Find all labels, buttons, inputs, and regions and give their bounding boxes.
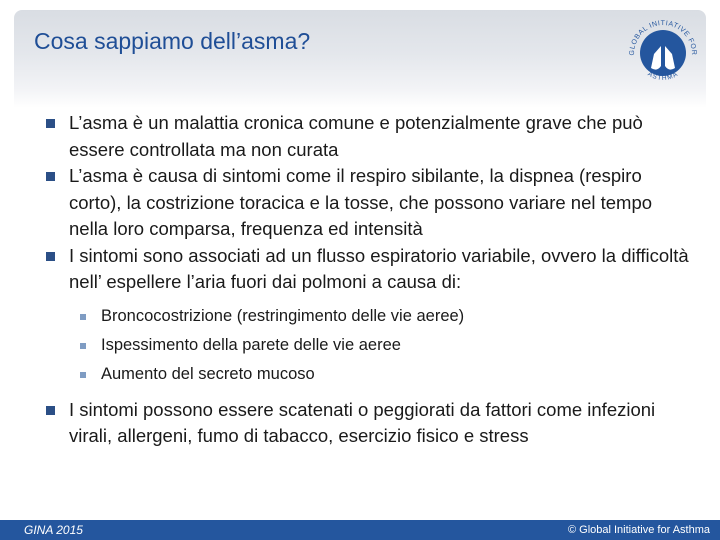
footer-source: GINA 2015 <box>24 523 83 537</box>
square-bullet-icon <box>46 119 55 128</box>
footer-copyright: © Global Initiative for Asthma <box>567 524 710 536</box>
sub-bullet-item <box>44 331 694 360</box>
bullet-item <box>44 397 694 450</box>
bullet-item <box>44 110 694 163</box>
sub-bullet-text: Aumento del secreto mucoso <box>101 364 315 383</box>
bullet-item <box>44 243 694 296</box>
logo-top-text: GLOBAL INITIATIVE FOR <box>628 19 698 56</box>
bullet-text: L’asma è causa di sintomi come il respiro sibilante, la dispnea (respiro corto), la costrizione toracica e la tosse, che possono variare nel tempo nella loro comparsa, frequenza ed intensità <box>69 165 653 239</box>
small-square-bullet-icon <box>80 314 86 320</box>
logo-bottom-text: ASTHMA <box>646 70 680 83</box>
gina-logo <box>624 14 702 92</box>
square-bullet-icon <box>46 406 55 415</box>
slide-content <box>44 110 694 450</box>
sub-bullet-text: Ispessimento della parete delle vie aeree <box>101 335 401 354</box>
page-title: Cosa sappiamo dell’asma? <box>34 28 311 54</box>
lungs-logo-icon <box>624 14 702 92</box>
footer-bar <box>0 520 720 540</box>
slide-header <box>14 10 706 108</box>
bullet-item <box>44 163 694 243</box>
bullet-text: I sintomi sono associati ad un flusso espiratorio variabile, ovvero la difficoltà nell’ espellere l’aria fuori dai polmoni a causa di: <box>69 244 689 292</box>
square-bullet-icon <box>46 252 55 261</box>
sub-bullet-item <box>44 302 694 331</box>
sub-bullet-item <box>44 360 694 389</box>
small-square-bullet-icon <box>80 372 86 378</box>
bullet-text: I sintomi possono essere scatenati o peggiorati da fattori come infezioni virali, allergeni, fumo di tabacco, esercizio fisico e stress <box>69 398 656 446</box>
sub-bullet-text: Broncocostrizione (restringimento delle vie aeree) <box>101 306 465 325</box>
square-bullet-icon <box>46 172 55 181</box>
bullet-text: L’asma è un malattia cronica comune e potenzialmente grave che può essere controllata ma non curata <box>69 112 643 160</box>
small-square-bullet-icon <box>80 343 86 349</box>
